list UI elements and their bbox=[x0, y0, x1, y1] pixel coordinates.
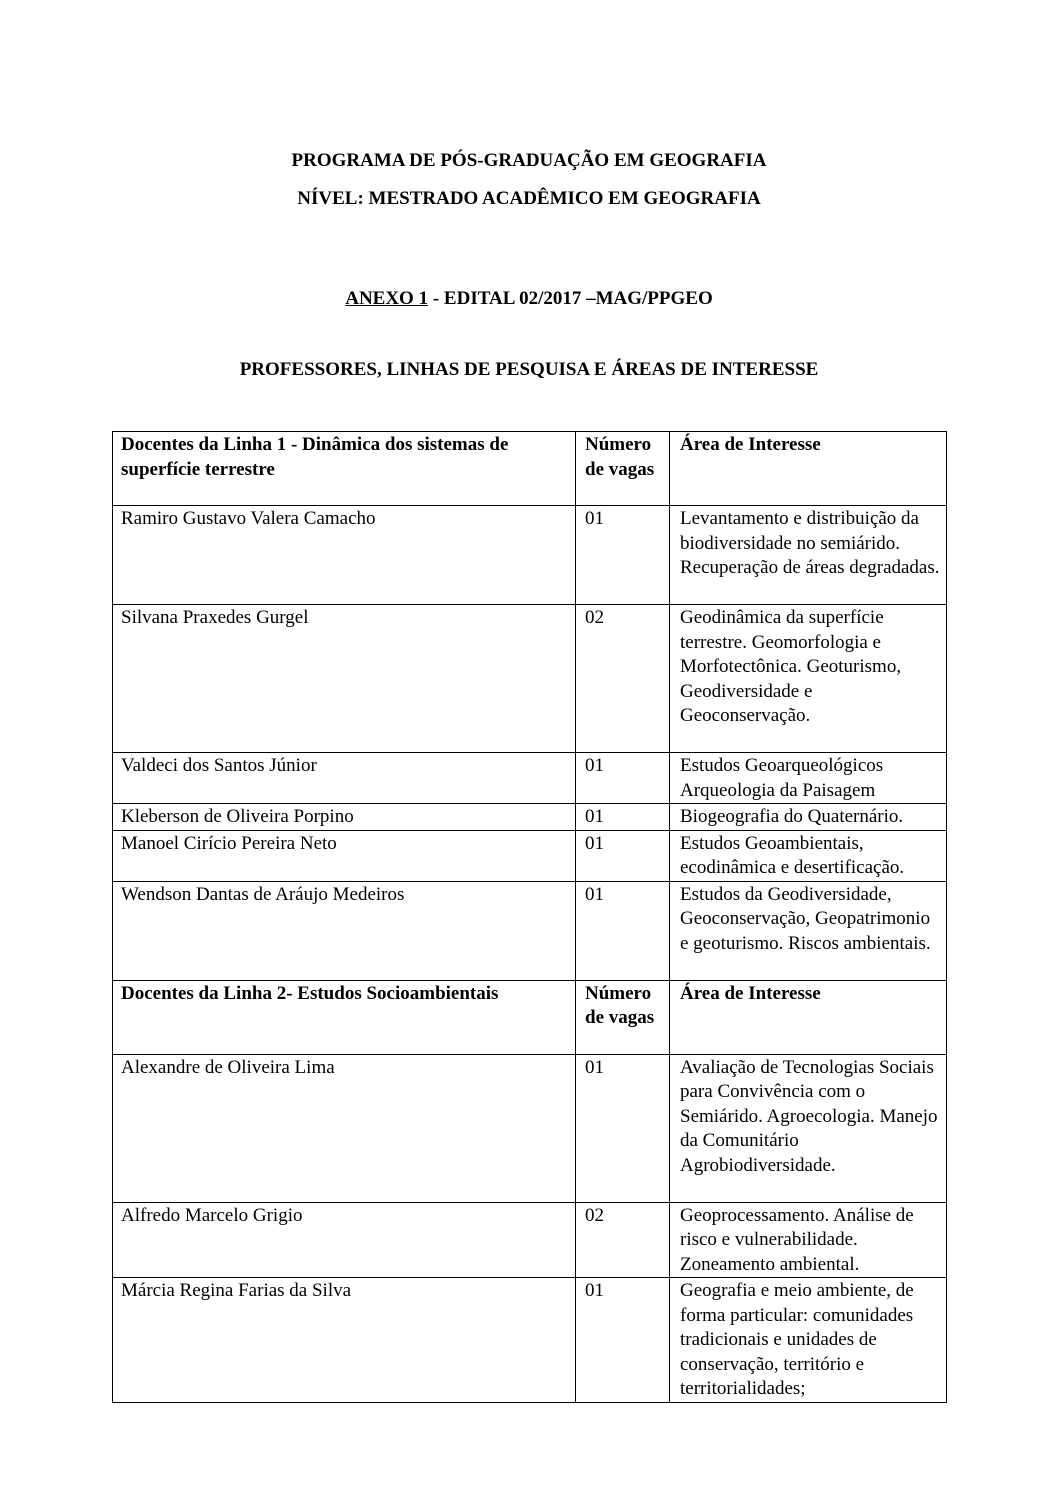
area-header: Área de Interesse bbox=[670, 980, 947, 1054]
table-row bbox=[113, 1202, 947, 1278]
annex-title bbox=[0, 287, 1058, 311]
interest-area: Geoprocessamento. Análise de risco e vulnerabilidade. Zoneamento ambiental. bbox=[670, 1202, 947, 1278]
professor-name: Ramiro Gustavo Valera Camacho bbox=[113, 506, 576, 605]
section-title: PROFESSORES, LINHAS DE PESQUISA E ÁREAS DE INTERESSE bbox=[239, 359, 819, 380]
professor-name: Alexandre de Oliveira Lima bbox=[113, 1054, 576, 1202]
vacancies-count: 01 bbox=[576, 881, 670, 980]
professors-table bbox=[112, 431, 947, 1403]
line-1-header-row bbox=[113, 432, 947, 506]
line-1-heading: Docentes da Linha 1 - Dinâmica dos sistemas de superfície terrestre bbox=[113, 432, 576, 506]
interest-area: Biogeografia do Quaternário. bbox=[670, 804, 947, 831]
table-row bbox=[113, 881, 947, 980]
table-row bbox=[113, 1278, 947, 1403]
table-row bbox=[113, 605, 947, 753]
interest-area: Geografia e meio ambiente, de forma particular: comunidades tradicionais e unidades de conservação, território e territorialidades; bbox=[670, 1278, 947, 1403]
interest-area: Avaliação de Tecnologias Sociais para Convivência com o Semiárido. Agroecologia. Manejo da Comunitário Agrobiodiversidade. bbox=[670, 1054, 947, 1202]
table-row bbox=[113, 804, 947, 831]
line-2-heading: Docentes da Linha 2- Estudos Socioambientais bbox=[113, 980, 576, 1054]
professor-name: Alfredo Marcelo Grigio bbox=[113, 1202, 576, 1278]
interest-area: Estudos Geoarqueológicos Arqueologia da Paisagem bbox=[670, 753, 947, 804]
interest-area: Geodinâmica da superfície terrestre. Geomorfologia e Morfotectônica. Geoturismo, Geodiversidade e Geoconservação. bbox=[670, 605, 947, 753]
vacancies-count: 01 bbox=[576, 1054, 670, 1202]
vacancies-count: 01 bbox=[576, 804, 670, 831]
table-row bbox=[113, 1054, 947, 1202]
vacancies-count: 01 bbox=[576, 830, 670, 881]
professor-name: Valdeci dos Santos Júnior bbox=[113, 753, 576, 804]
line-2-header-row bbox=[113, 980, 947, 1054]
vacancies-count: 01 bbox=[576, 753, 670, 804]
interest-area: Levantamento e distribuição da biodiversidade no semiárido. Recuperação de áreas degradadas. bbox=[670, 506, 947, 605]
professor-name: Manoel Cirício Pereira Neto bbox=[113, 830, 576, 881]
table-row bbox=[113, 753, 947, 804]
vacancies-header: Número de vagas bbox=[576, 432, 670, 506]
area-header: Área de Interesse bbox=[670, 432, 947, 506]
interest-area: Estudos Geoambientais, ecodinâmica e desertificação. bbox=[670, 830, 947, 881]
professor-name: Silvana Praxedes Gurgel bbox=[113, 605, 576, 753]
vacancies-count: 02 bbox=[576, 605, 670, 753]
level-title: NÍVEL: MESTRADO ACADÊMICO EM GEOGRAFIA bbox=[297, 188, 761, 209]
vacancies-count: 01 bbox=[576, 506, 670, 605]
program-title: PROGRAMA DE PÓS-GRADUAÇÃO EM GEOGRAFIA bbox=[291, 150, 767, 171]
table-row bbox=[113, 506, 947, 605]
vacancies-header: Número de vagas bbox=[576, 980, 670, 1054]
professor-name: Márcia Regina Farias da Silva bbox=[113, 1278, 576, 1403]
annex-label: ANEXO 1 bbox=[345, 288, 429, 309]
vacancies-count: 02 bbox=[576, 1202, 670, 1278]
annex-edital: - EDITAL 02/2017 –MAG/PPGEO bbox=[428, 288, 713, 309]
interest-area: Estudos da Geodiversidade, Geoconservação, Geopatrimonio e geoturismo. Riscos ambientais. bbox=[670, 881, 947, 980]
professor-name: Wendson Dantas de Aráujo Medeiros bbox=[113, 881, 576, 980]
professor-name: Kleberson de Oliveira Porpino bbox=[113, 804, 576, 831]
vacancies-count: 01 bbox=[576, 1278, 670, 1403]
table-row bbox=[113, 830, 947, 881]
